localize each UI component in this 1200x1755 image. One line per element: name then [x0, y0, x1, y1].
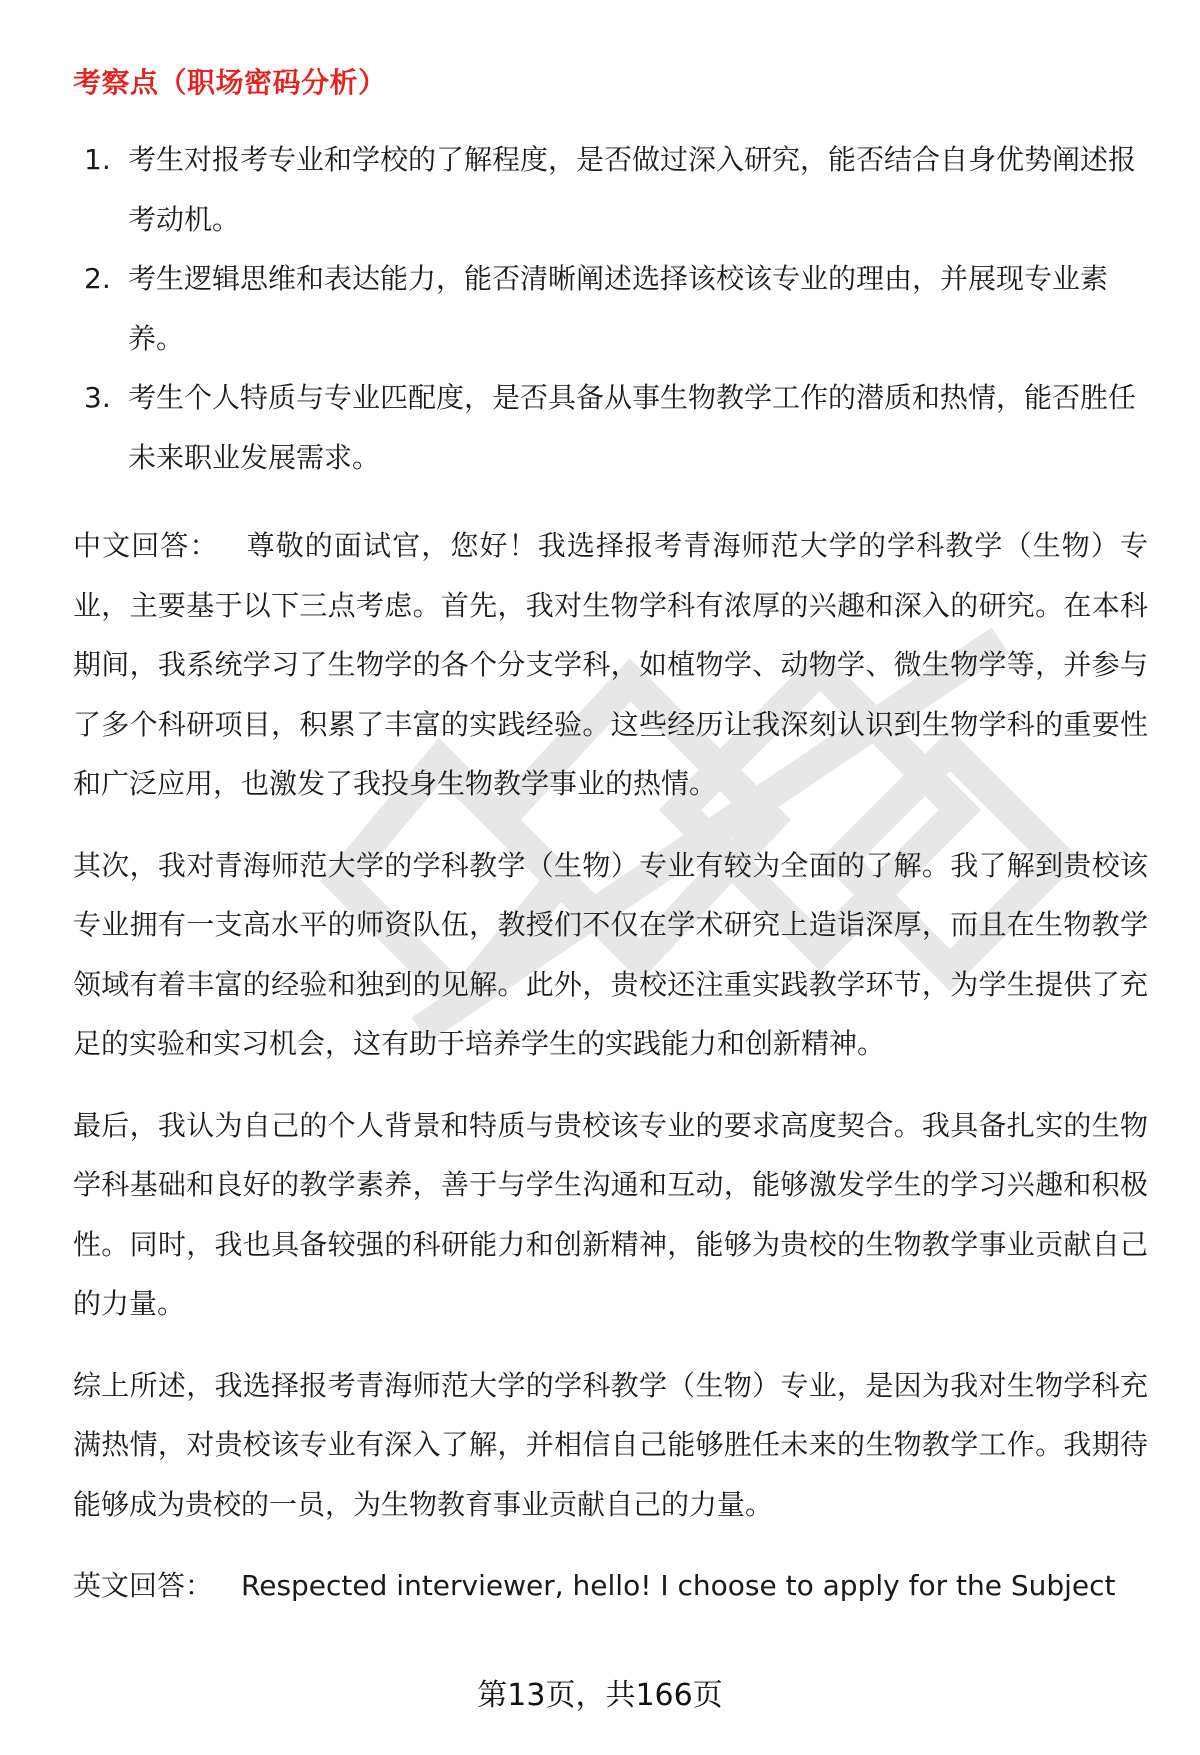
- list-item: [73, 368, 1148, 487]
- list-item-text: 考生个人特质与专业匹配度，是否具备从事生物教学工作的潜质和热情，能否胜任未来职业发展需求。: [128, 381, 1137, 474]
- list-item-number: 2.: [84, 262, 111, 295]
- document-content: [73, 54, 1148, 1616]
- paragraph: 最后，我认为自己的个人背景和特质与贵校该专业的要求高度契合。我具备扎实的生物学科基础和良好的教学素养，善于与学生沟通和互动，能够激发学生的学习兴趣和积极性。同时，我也具备较强的科研能力和创新精神，能够为贵校的生物教学事业贡献自己的力量。: [73, 1108, 1148, 1320]
- chinese-answer-label: 中文回答：: [73, 529, 219, 562]
- paragraph: 其次，我对青海师范大学的学科教学（生物）专业有较为全面的了解。我了解到贵校该专业拥有一支高水平的师资队伍，教授们不仅在学术研究上造诣深厚，而且在生物教学领域有着丰富的经验和独到的见解。此外，贵校还注重实践教学环节，为学生提供了充足的实验和实习机会，这有助于培养学生的实践能力和创新精神。: [73, 848, 1148, 1060]
- list-item-text: 考生逻辑思维和表达能力，能否清晰阐述选择该校该专业的理由，并展现专业素养。: [128, 262, 1109, 355]
- paragraph-text: 尊敬的面试官，您好！我选择报考青海师范大学的学科教学（生物）专业，主要基于以下三点考虑。首先，我对生物学科有浓厚的兴趣和深入的研究。在本科期间，我系统学习了生物学的各个分支学科，如植物学、动物学、微生物学等，并参与了多个科研项目，积累了丰富的实践经验。这些经历让我深刻认识到生物学科的重要性和广泛应用，也激发了我投身生物教学事业的热情。: [73, 529, 1148, 800]
- list-item-text: 考生对报考专业和学校的了解程度，是否做过深入研究，能否结合自身优势阐述报考动机。: [128, 143, 1137, 236]
- list-item: [73, 249, 1148, 368]
- assessment-points-list: [73, 130, 1148, 487]
- chinese-answer-paragraph: [73, 516, 1148, 814]
- list-item-number: 1.: [84, 143, 111, 176]
- english-answer-label: 英文回答：: [73, 1569, 214, 1602]
- section-title: 考察点（职场密码分析）: [73, 66, 387, 99]
- list-item-number: 3.: [84, 381, 111, 414]
- english-answer-paragraph: [73, 1556, 1148, 1616]
- paragraph-text: Respected interviewer, hello! I choose to apply for the Subject: [241, 1569, 1116, 1602]
- page-number-footer: 第13页，共166页: [477, 1678, 723, 1713]
- list-item: [73, 130, 1148, 249]
- paragraph: 综上所述，我选择报考青海师范大学的学科教学（生物）专业，是因为我对生物学科充满热情，对贵校该专业有深入了解，并相信自己能够胜任未来的生物教学工作。我期待能够成为贵校的一员，为生物教育事业贡献自己的力量。: [73, 1368, 1148, 1521]
